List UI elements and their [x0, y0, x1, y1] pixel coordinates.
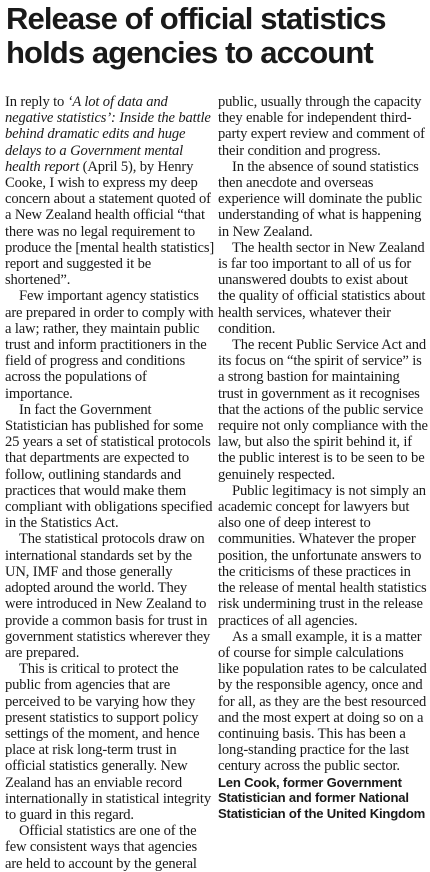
right-column [218, 94, 428, 821]
letter-headline: Release of official statistics holds agencies to account [6, 1, 386, 70]
article-title: ‘A lot of data and negative statistics’: Inside the battle behind dramatic edits and huge delays to a Government mental health report [5, 94, 211, 175]
body-paragraph: Few important agency statistics are prepared in order to comply with a law; rather, they maintain public trust and inform practitioners in the field of progress and conditions across the populations of importance. [5, 288, 214, 402]
body-paragraph: Official statistics are one of the few consistent ways that agencies are held to account by the general [5, 823, 198, 872]
body-paragraph: As a small example, it is a matter of course for simple calculations like population rates to be calculated by the responsible agency, once and for all, as they are the best resourced and the most expert at doing so on a continuing basis. This has been a long-standing practice for the last century across the public sector. [218, 628, 427, 775]
author-signature: Len Cook, former Government Statistician and former National Statistician of the United Kingdom [218, 774, 426, 821]
left-column [5, 94, 215, 872]
intro-paragraph [5, 94, 215, 288]
intro-lead: In reply to [5, 94, 68, 110]
body-paragraph: The recent Public Service Act and its focus on “the spirit of service” is a strong bastion for maintaining trust in government as it recognises that the actions of the public service require not only compliance with the law, but also the spirit behind it, if the public interest is to be seen to be genuinely respected. [218, 337, 428, 483]
body-paragraph: In fact the Government Statistician has published for some 25 years a set of statistical protocols that departments are expected to follow, outlining standards and practices that would make them compliant with obligations specified in the Statistics Act. [5, 401, 213, 532]
body-paragraph: This is critical to protect the public from agencies that are perceived to be varying how they present statistics to support policy settings of the moment, and hence place at risk long-term trust in official statistics generally. New Zealand has an enviable record internationally in statistical integrity to guard in this regard. [5, 661, 211, 823]
body-paragraph: The statistical protocols draw on international standards set by the UN, IMF and those generally adopted around the world. They were introduced in New Zealand to provide a common basis for trust in government statistics wherever they are prepared. [5, 531, 211, 661]
body-paragraph: In the absence of sound statistics then anecdote and overseas experience will dominate the public understanding of what is happening in New Zealand. [218, 158, 422, 240]
body-paragraph: Public legitimacy is not simply an academic concept for lawyers but also one of deep interest to communities. Whatever the proper position, the unfortunate answers to the criticisms of these practices in the release of mental health statistics risk undermining trust in the release practices of all agencies. [218, 482, 427, 629]
body-paragraph-continued: public, usually through the capacity they enable for independent third-party expert review and comment of their condition and progress. [218, 94, 425, 159]
intro-rest: (April 5), by Henry Cooke, I wish to express my deep concern about a statement quoted of a New Zealand health official “that there was no legal requirement to produce the [mental health statistics] report and suggested it be shortened”. [5, 158, 215, 289]
body-paragraph: The health sector in New Zealand is far too important to all of us for unanswered doubts to exist about the quality of official statistics about health services, whatever their condition. [218, 239, 426, 337]
